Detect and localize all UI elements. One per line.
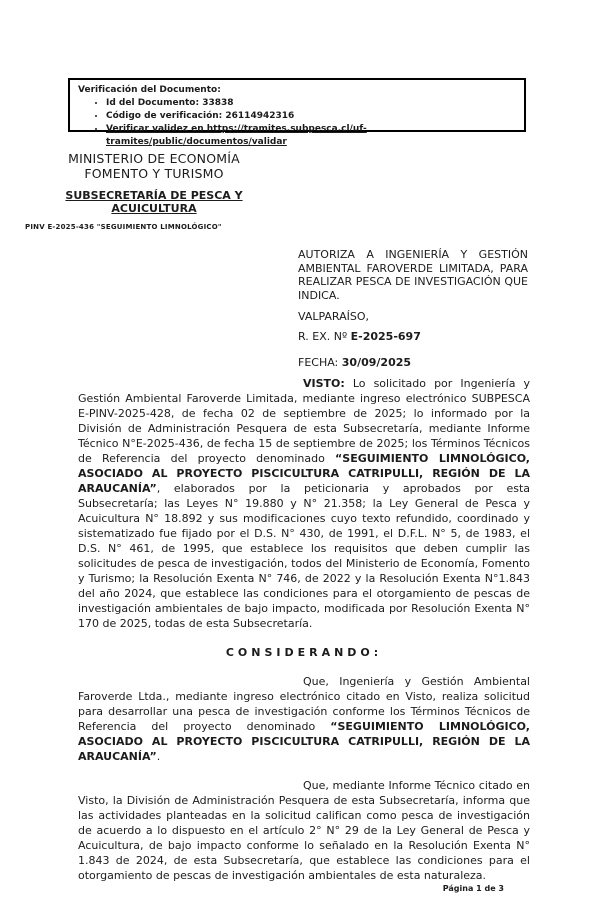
verification-item-text: Código de verificación: 26114942316	[106, 111, 295, 121]
considerando-p1-text-2: .	[156, 750, 161, 763]
visto-project-title: “SEGUIMIENTO LIMNOLÓGICO, ASOCIADO AL PROYECTO PISCICULTURA CATRIPULLI, REGIÓN DE LA ARAUCANÍA”	[78, 452, 530, 495]
considerando-p1-text-1: Que, Ingeniería y Gestión Ambiental Faroverde Ltda., mediante ingreso electrónico citado en Visto, realiza solicitud para desarrollar una pesca de investigación conforme los Términos Técnicos de Referencia del proyecto denominado	[78, 675, 530, 733]
verification-item-url	[106, 123, 516, 149]
ministry-line-1: MINISTERIO DE ECONOMÍA	[68, 151, 240, 166]
visto-paragraph	[78, 376, 530, 631]
date-label: FECHA:	[298, 356, 342, 369]
subsecretary-line-2: ACUICULTURA	[111, 202, 197, 215]
resolution-subject: AUTORIZA A INGENIERÍA Y GESTIÓN AMBIENTAL FAROVERDE LIMITADA, PARA REALIZAR PESCA DE INVESTIGACIÓN QUE INDICA.	[298, 248, 528, 302]
ministry-line-2: FOMENTO Y TURISMO	[84, 165, 224, 181]
page-number: Página 1 de 3	[442, 884, 504, 893]
subsecretary-name	[18, 189, 290, 215]
verification-title: Verificación del Documento:	[78, 85, 221, 95]
city-line: VALPARAÍSO,	[298, 310, 370, 323]
considerando-heading: CONSIDERANDO:	[225, 646, 383, 659]
considerando-paragraph-1	[78, 674, 530, 764]
date-line	[298, 356, 528, 370]
resolution-number-line	[298, 330, 528, 344]
verification-item-text: Id del Documento: 33838	[106, 98, 234, 108]
date-value: 30/09/2025	[341, 356, 412, 369]
resolution-body	[78, 376, 530, 883]
ministry-name	[18, 152, 290, 181]
resolution-number-value: E-2025-697	[350, 329, 421, 343]
visto-text-2: , elaborados por la peticionaria y aprobados por esta Subsecretaría; las Leyes N° 19.880 y N° 21.358; la Ley General de Pesca y Acuicultura N° 18.892 y sus modificaciones cuyo texto refundido, coordinado y sistematizado fue fijado por el D.S. N° 430, de 1991, el D.F.L. N° 5, de 1983, el D.S. N° 461, de 1995, que establece los requisitos que deben cumplir las solicitudes de pesca de investigación, todos del Ministerio de Economía, Fomento y Turismo; la Resolución Exenta N° 746, de 2022 y la Resolución Exenta N°1.843 del año 2024, que establece las condiciones para el otorgamiento de pescas de investigación ambientales de bajo impacto, modificada por Resolución Exenta N° 170 de 2025, todas de esta Subsecretaría.	[78, 482, 530, 630]
verification-item-document-id	[106, 97, 516, 110]
resolution-number-label: R. EX. Nº	[298, 329, 351, 343]
considerando-paragraph-2: Que, mediante Informe Técnico citado en Visto, la División de Administración Pesquera de esta Subsecretaría, informa que las actividades planteadas en la solicitud califican como pesca de investigación de acuerdo a lo dispuesto en el artículo 2° N° 29 de la Ley General de Pesca y Acuicultura, de bajo impacto conforme lo señalado en la Resolución Exenta N° 1.843 de 2024, de esta Subsecretaría, que establece las condiciones para el otorgamiento de pescas de investigación ambientales de esta naturaleza.	[78, 779, 530, 882]
visto-label: VISTO:	[303, 377, 345, 390]
visto-text-1: Lo solicitado por Ingeniería y Gestión Ambiental Faroverde Limitada, mediante ingreso electrónico SUBPESCA E-PINV-2025-428, de fecha 02 de septiembre de 2025; lo informado por la División de Administración Pesquera de esta Subsecretaría, mediante Informe Técnico N°E-2025-436, de fecha 15 de septiembre de 2025; los Términos Técnicos de Referencia del proyecto denominado	[78, 377, 530, 465]
verification-box	[68, 78, 526, 147]
verification-url-text: Verificar validez en https://tramites.subpesca.cl/uf-tramites/public/documentos/validar	[106, 124, 367, 147]
resolution-header	[298, 248, 528, 370]
considerando-p1-project-title: “SEGUIMIENTO LIMNOLÓGICO, ASOCIADO AL PROYECTO PISCICULTURA CATRIPULLI, REGIÓN DE LA ARAUCANÍA”	[78, 720, 530, 763]
file-reference: PINV E-2025-436 "SEGUIMIENTO LIMNOLÓGICO"	[25, 223, 222, 231]
subsecretary-line-1: SUBSECRETARÍA DE PESCA Y	[65, 189, 243, 202]
verification-item-code	[106, 110, 516, 123]
letterhead	[18, 152, 290, 232]
verification-list	[78, 97, 516, 149]
